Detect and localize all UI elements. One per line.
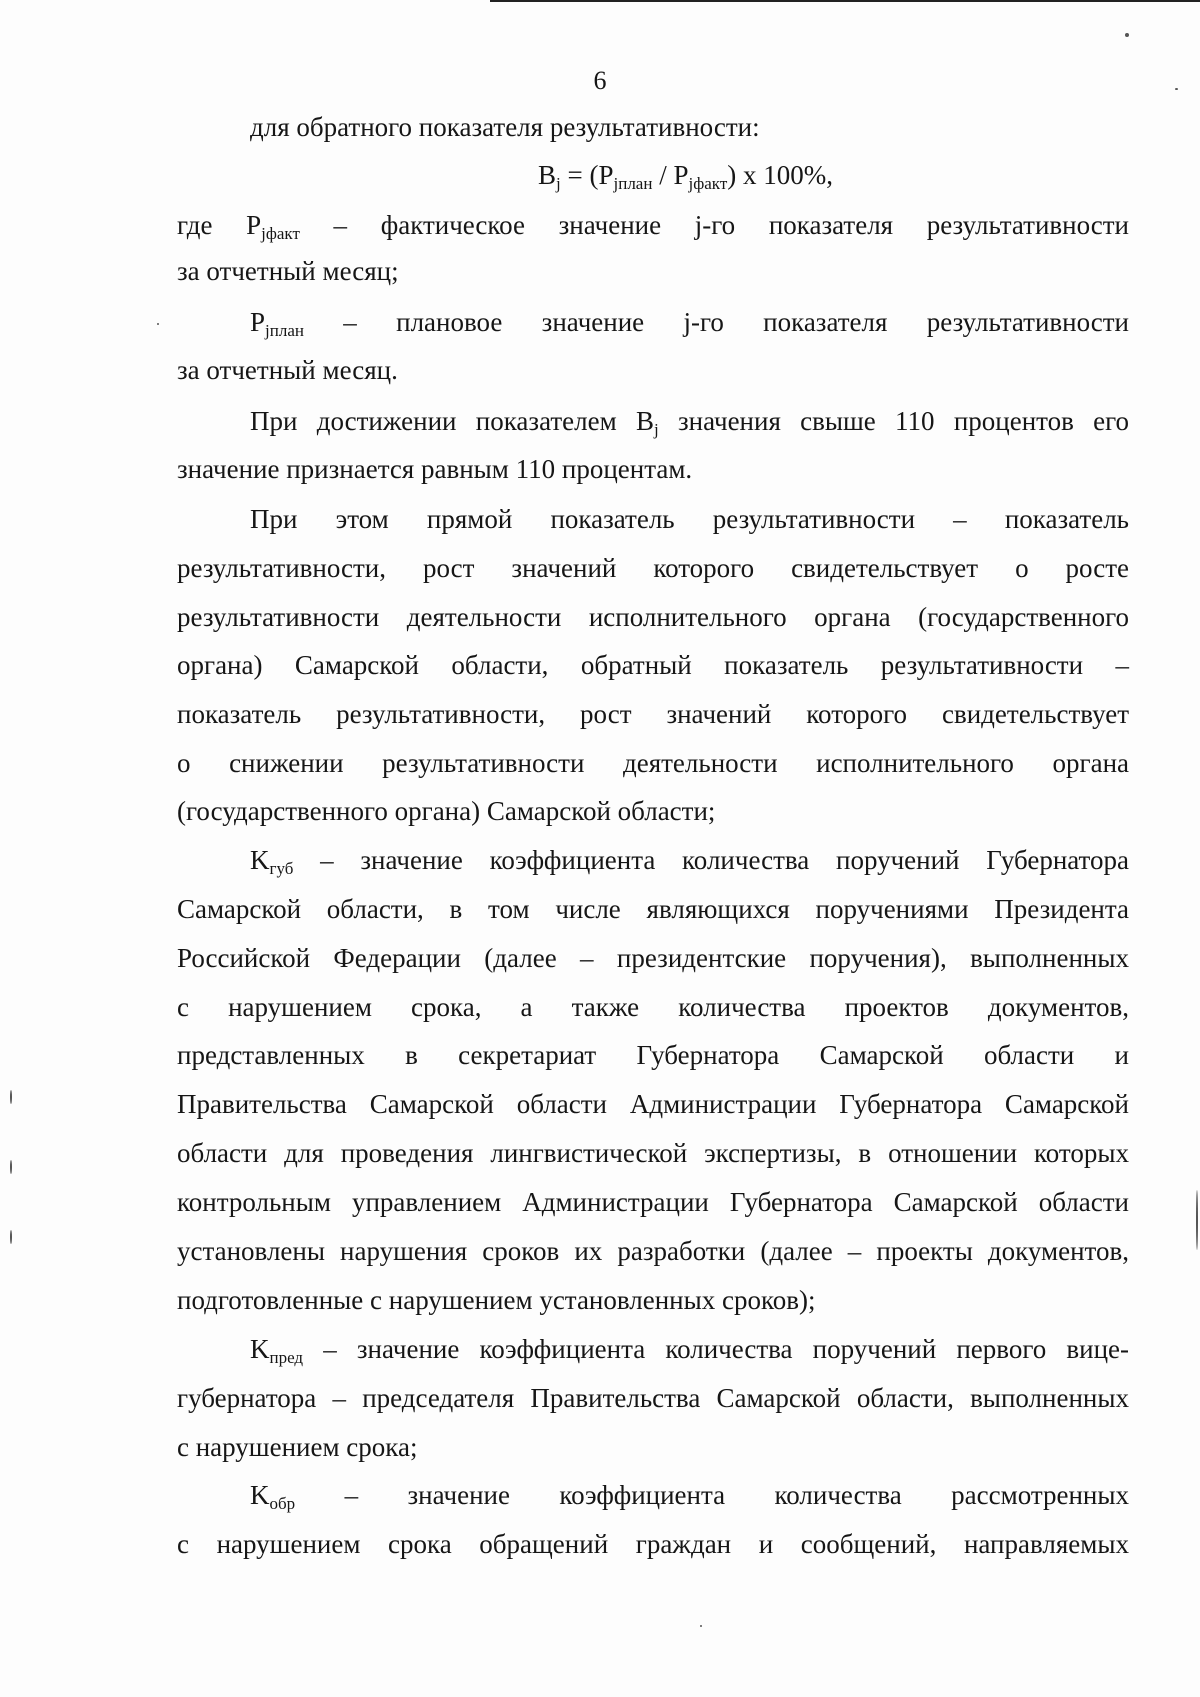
- paragraph-line: органа) Самарской области, обратный показатель результативности –: [177, 650, 1129, 680]
- paragraph-line: области для проведения лингвистической экспертизы, в отношении которых: [177, 1138, 1129, 1168]
- paragraph-line: значение признается равным 110 процентам.: [177, 454, 693, 484]
- paragraph-line: Правительства Самарской области Администрации Губернатора Самарской: [177, 1089, 1129, 1119]
- paragraph-line: представленных в секретариат Губернатора Самарской области и: [177, 1040, 1129, 1070]
- paragraph-line: (государственного органа) Самарской области;: [177, 796, 716, 826]
- scan-speck: [10, 1230, 12, 1244]
- paragraph-intro: для обратного показателя результативности:: [250, 112, 760, 142]
- scan-speck: [700, 1625, 702, 1627]
- scan-speck: [1196, 1190, 1198, 1250]
- paragraph-line: подготовленные с нарушением установленных сроков);: [177, 1285, 816, 1315]
- formula: $B_j = (P_{jплан} / P_{jфакт})$ x 100%,: [538, 160, 833, 193]
- paragraph-line: Самарской области, в том числе являющихся поручениями Президента: [177, 894, 1129, 924]
- paragraph-line: установлены нарушения сроков их разработки (далее – проекты документов,: [177, 1236, 1129, 1266]
- paragraph-line: При достижении показателем $B_j$ значения свыше 110 процентов его: [250, 406, 1130, 439]
- top-edge-rule: [490, 0, 1200, 2]
- scan-speck: [157, 323, 159, 325]
- paragraph-line: за отчетный месяц;: [177, 256, 399, 286]
- paragraph-line: $K_{пред}$ – значение коэффициента количества поручений первого вице-: [250, 1334, 1129, 1367]
- paragraph-line: где $P_{jфакт}$ – фактическое значение j-го показателя результативности: [177, 210, 1129, 243]
- paragraph-line: контрольным управлением Администрации Губернатора Самарской области: [177, 1187, 1129, 1217]
- scan-speck: [10, 1160, 12, 1174]
- paragraph-line: за отчетный месяц.: [177, 355, 398, 385]
- paragraph-line: с нарушением срока, а также количества проектов документов,: [177, 992, 1129, 1022]
- scan-speck: [10, 1090, 12, 1104]
- paragraph-line: $K_{губ}$ – значение коэффициента количества поручений Губернатора: [250, 845, 1129, 878]
- paragraph-line: показатель результативности, рост значений которого свидетельствует: [177, 699, 1129, 729]
- paragraph-line: При этом прямой показатель результативности – показатель: [250, 504, 1129, 534]
- paragraph-line: $P_{jплан}$ – плановое значение j-го показателя результативности: [250, 307, 1129, 340]
- paragraph-line: о снижении результативности деятельности исполнительного органа: [177, 748, 1129, 778]
- paragraph-line: результативности деятельности исполнительного органа (государственного: [177, 602, 1129, 632]
- paragraph-line: с нарушением срока;: [177, 1432, 418, 1462]
- paragraph-line: с нарушением срока обращений граждан и сообщений, направляемых: [177, 1529, 1129, 1559]
- scan-speck: [1125, 33, 1129, 37]
- scan-speck: [1175, 88, 1178, 90]
- paragraph-line: результативности, рост значений которого свидетельствует о росте: [177, 553, 1129, 583]
- page-number: 6: [593, 66, 607, 95]
- paragraph-line: губернатора – председателя Правительства Самарской области, выполненных: [177, 1383, 1129, 1413]
- paragraph-line: $K_{обр}$ – значение коэффициента количества рассмотренных: [250, 1480, 1129, 1513]
- paragraph-line: Российской Федерации (далее – президентские поручения), выполненных: [177, 943, 1129, 973]
